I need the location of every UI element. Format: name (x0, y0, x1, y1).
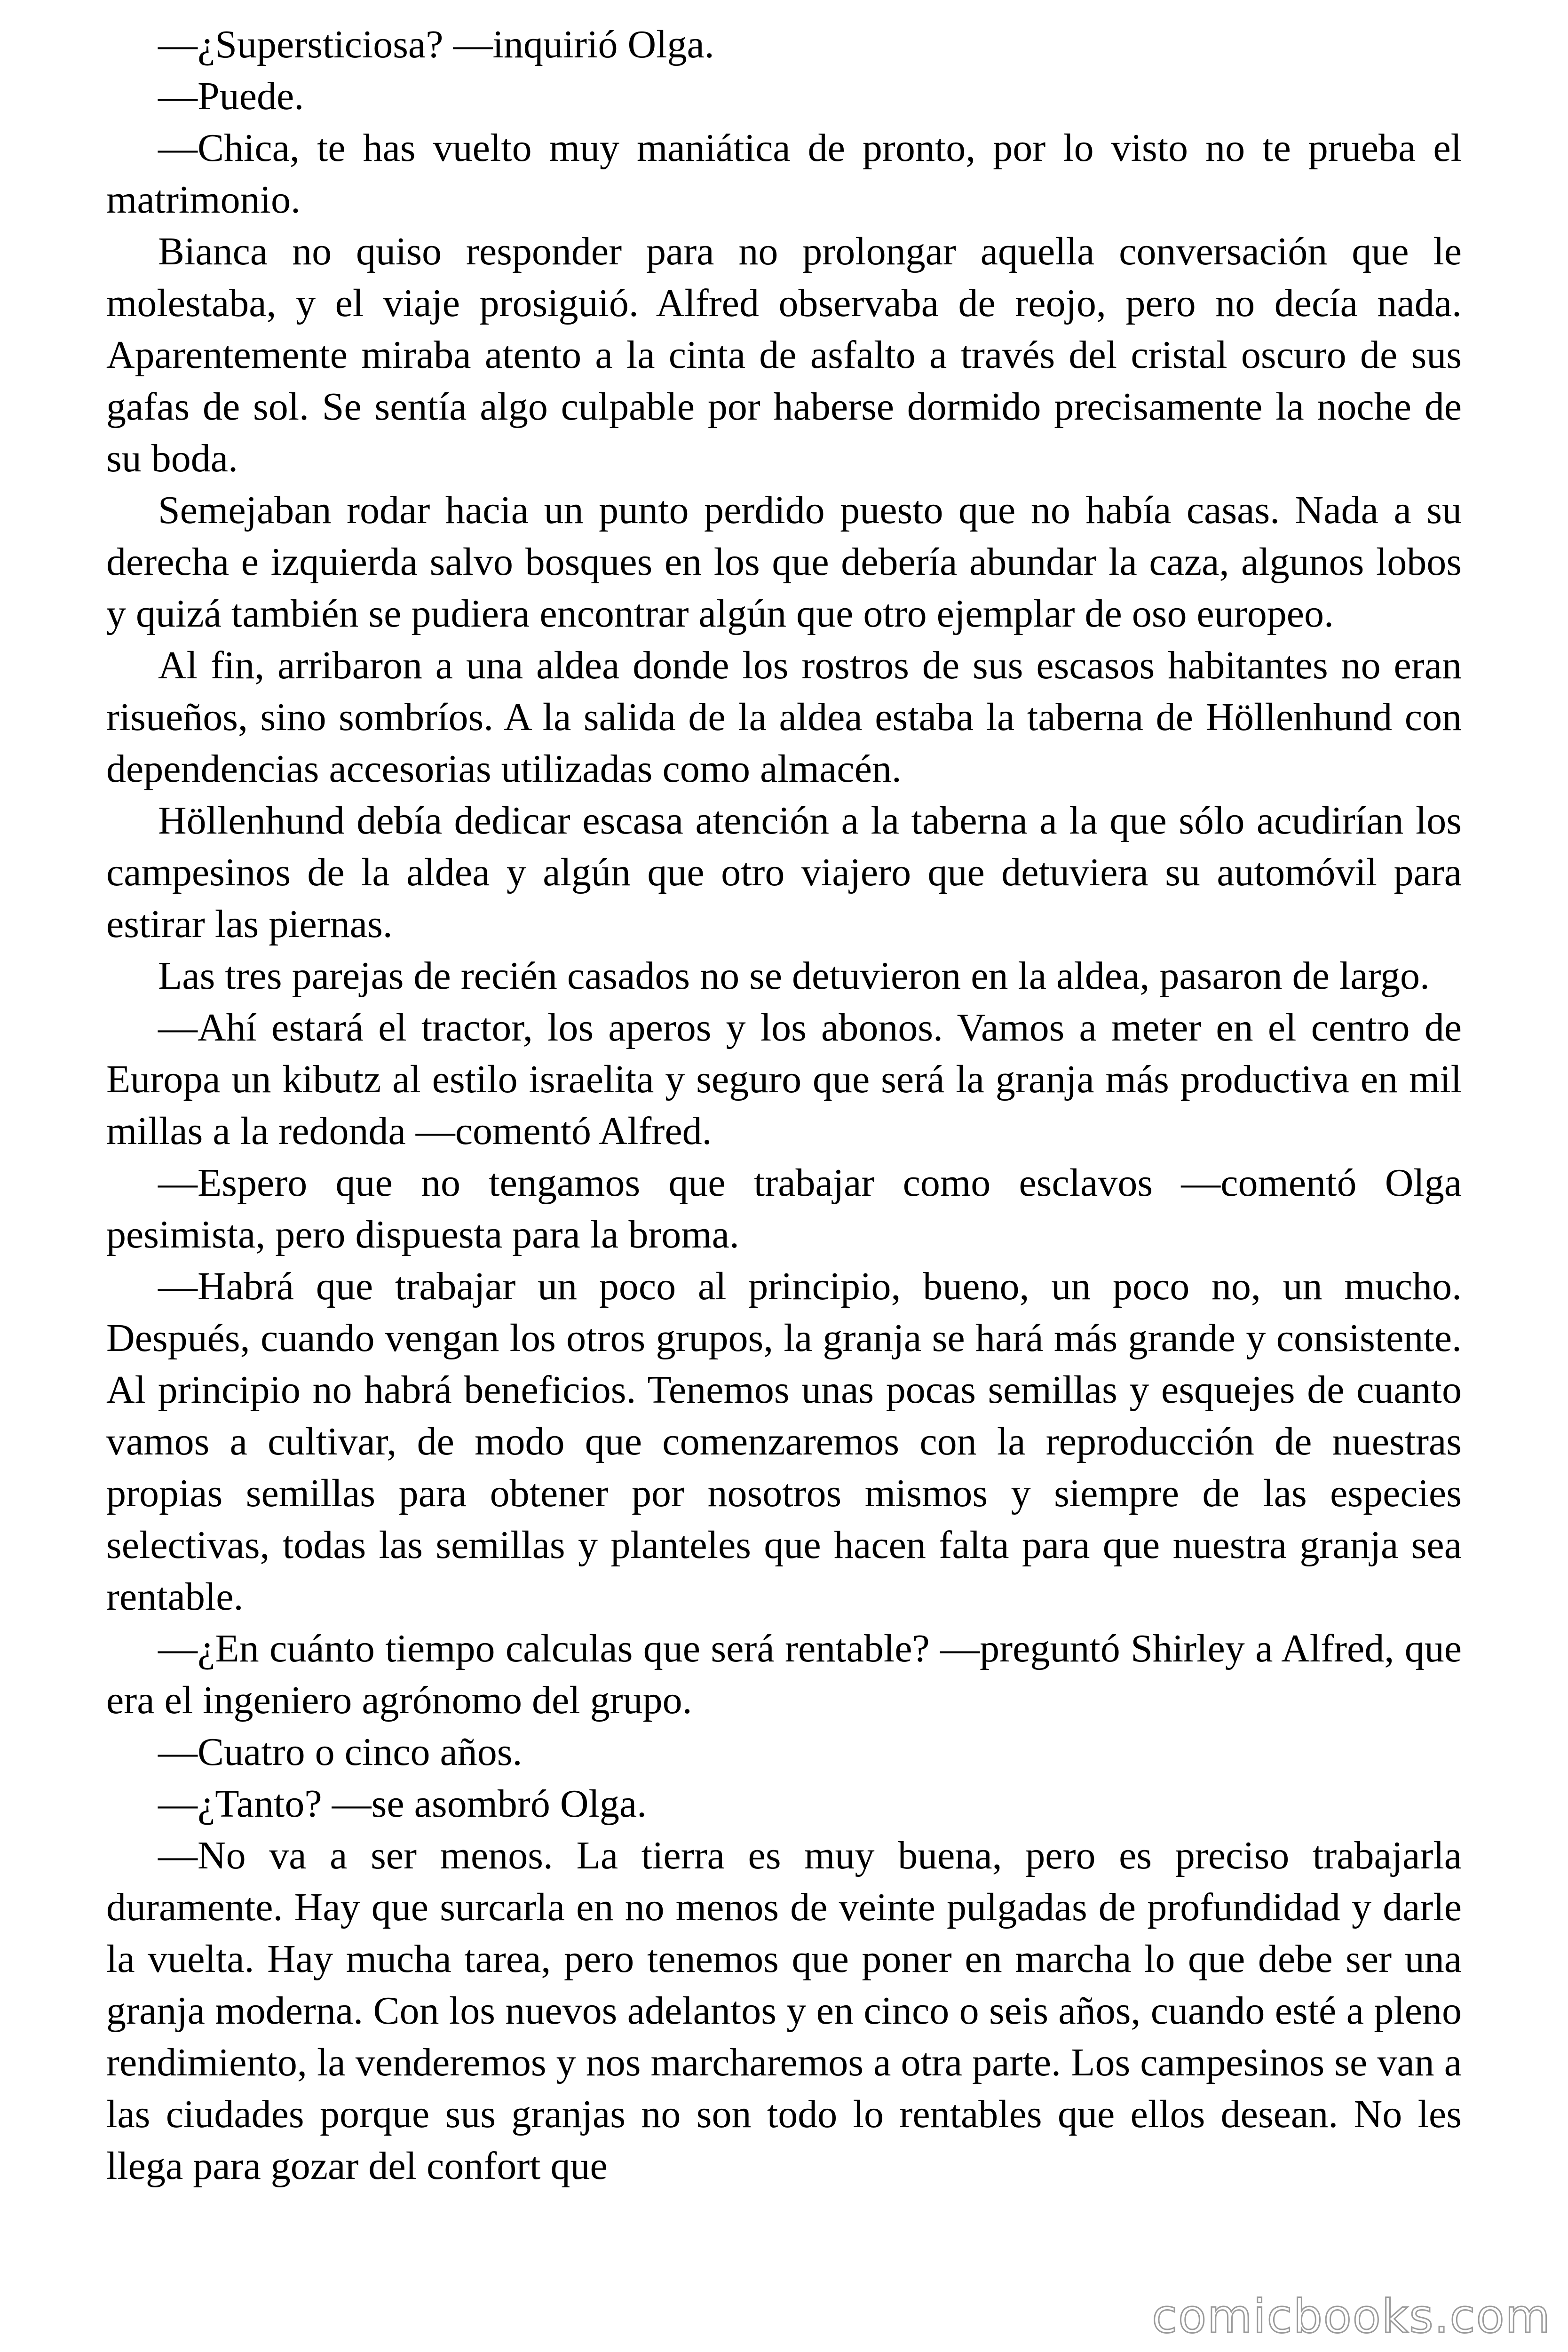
paragraph: —Puede. (158, 74, 304, 118)
paragraph: —¿Supersticiosa? —inquirió Olga. (158, 23, 714, 66)
paragraph: Semejaban rodar hacia un punto perdido puesto que no había casas. Nada a su derecha e izquierda salvo bosques en los que debería abundar la caza, algunos lobos y quizá también se pudiera encontrar algún que otro ejemplar de oso europeo. (106, 488, 1462, 636)
paragraph: Höllenhund debía dedicar escasa atención a la taberna a la que sólo acudirían los campesinos de la aldea y algún que otro viajero que detuviera su automóvil para estirar las piernas. (106, 799, 1462, 946)
paragraph: —Espero que no tengamos que trabajar como esclavos —comentó Olga pesimista, pero dispuesta para la broma. (106, 1161, 1462, 1256)
paragraph: Al fin, arribaron a una aldea donde los rostros de sus escasos habitantes no eran risueños, sino sombríos. A la salida de la aldea estaba la taberna de Höllenhund con dependencias accesorias utilizadas como almacén. (106, 644, 1462, 791)
paragraph: —¿En cuánto tiempo calculas que será rentable? —preguntó Shirley a Alfred, que era el ingeniero agrónomo del grupo. (106, 1627, 1462, 1722)
book-page-text (106, 19, 1462, 2192)
paragraph: —¿Tanto? —se asombró Olga. (158, 1782, 647, 1826)
paragraph: Las tres parejas de recién casados no se detuvieron en la aldea, pasaron de largo. (158, 954, 1430, 998)
paragraph: —Habrá que trabajar un poco al principio, bueno, un poco no, un mucho. Después, cuando vengan los otros grupos, la granja se hará más grande y consistente. Al principio no habrá beneficios. Tenemos unas pocas semillas y esquejes de cuanto vamos a cultivar, de modo que comenzaremos con la reproducción de nuestras propias semillas para obtener por nosotros mismos y siempre de las especies selectivas, todas las semillas y planteles que hacen falta para que nuestra granja sea rentable. (106, 1264, 1462, 1619)
paragraph: —Ahí estará el tractor, los aperos y los abonos. Vamos a meter en el centro de Europa un kibutz al estilo israelita y seguro que será la granja más productiva en mil millas a la redonda —comentó Alfred. (106, 1006, 1462, 1153)
paragraph: —No va a ser menos. La tierra es muy buena, pero es preciso trabajarla duramente. Hay que surcarla en no menos de veinte pulgadas de profundidad y darle la vuelta. Hay mucha tarea, pero tenemos que poner en marcha lo que debe ser una granja moderna. Con los nuevos adelantos y en cinco o seis años, cuando esté a pleno rendimiento, la venderemos y nos marcharemos a otra parte. Los campesinos se van a las ciudades porque sus granjas no son todo lo rentables que ellos desean. No les llega para gozar del confort que (106, 1834, 1462, 2188)
paragraph: Bianca no quiso responder para no prolongar aquella conversación que le molestaba, y el viaje prosiguió. Alfred observaba de reojo, pero no decía nada. Aparentemente miraba atento a la cinta de asfalto a través del cristal oscuro de sus gafas de sol. Se sentía algo culpable por haberse dormido precisamente la noche de su boda. (106, 230, 1462, 480)
paragraph: —Cuatro o cinco años. (158, 1730, 523, 1774)
watermark-logo: comicbooks.com (1152, 2290, 1551, 2344)
paragraph: —Chica, te has vuelto muy maniática de pronto, por lo visto no te prueba el matrimonio. (106, 126, 1462, 222)
